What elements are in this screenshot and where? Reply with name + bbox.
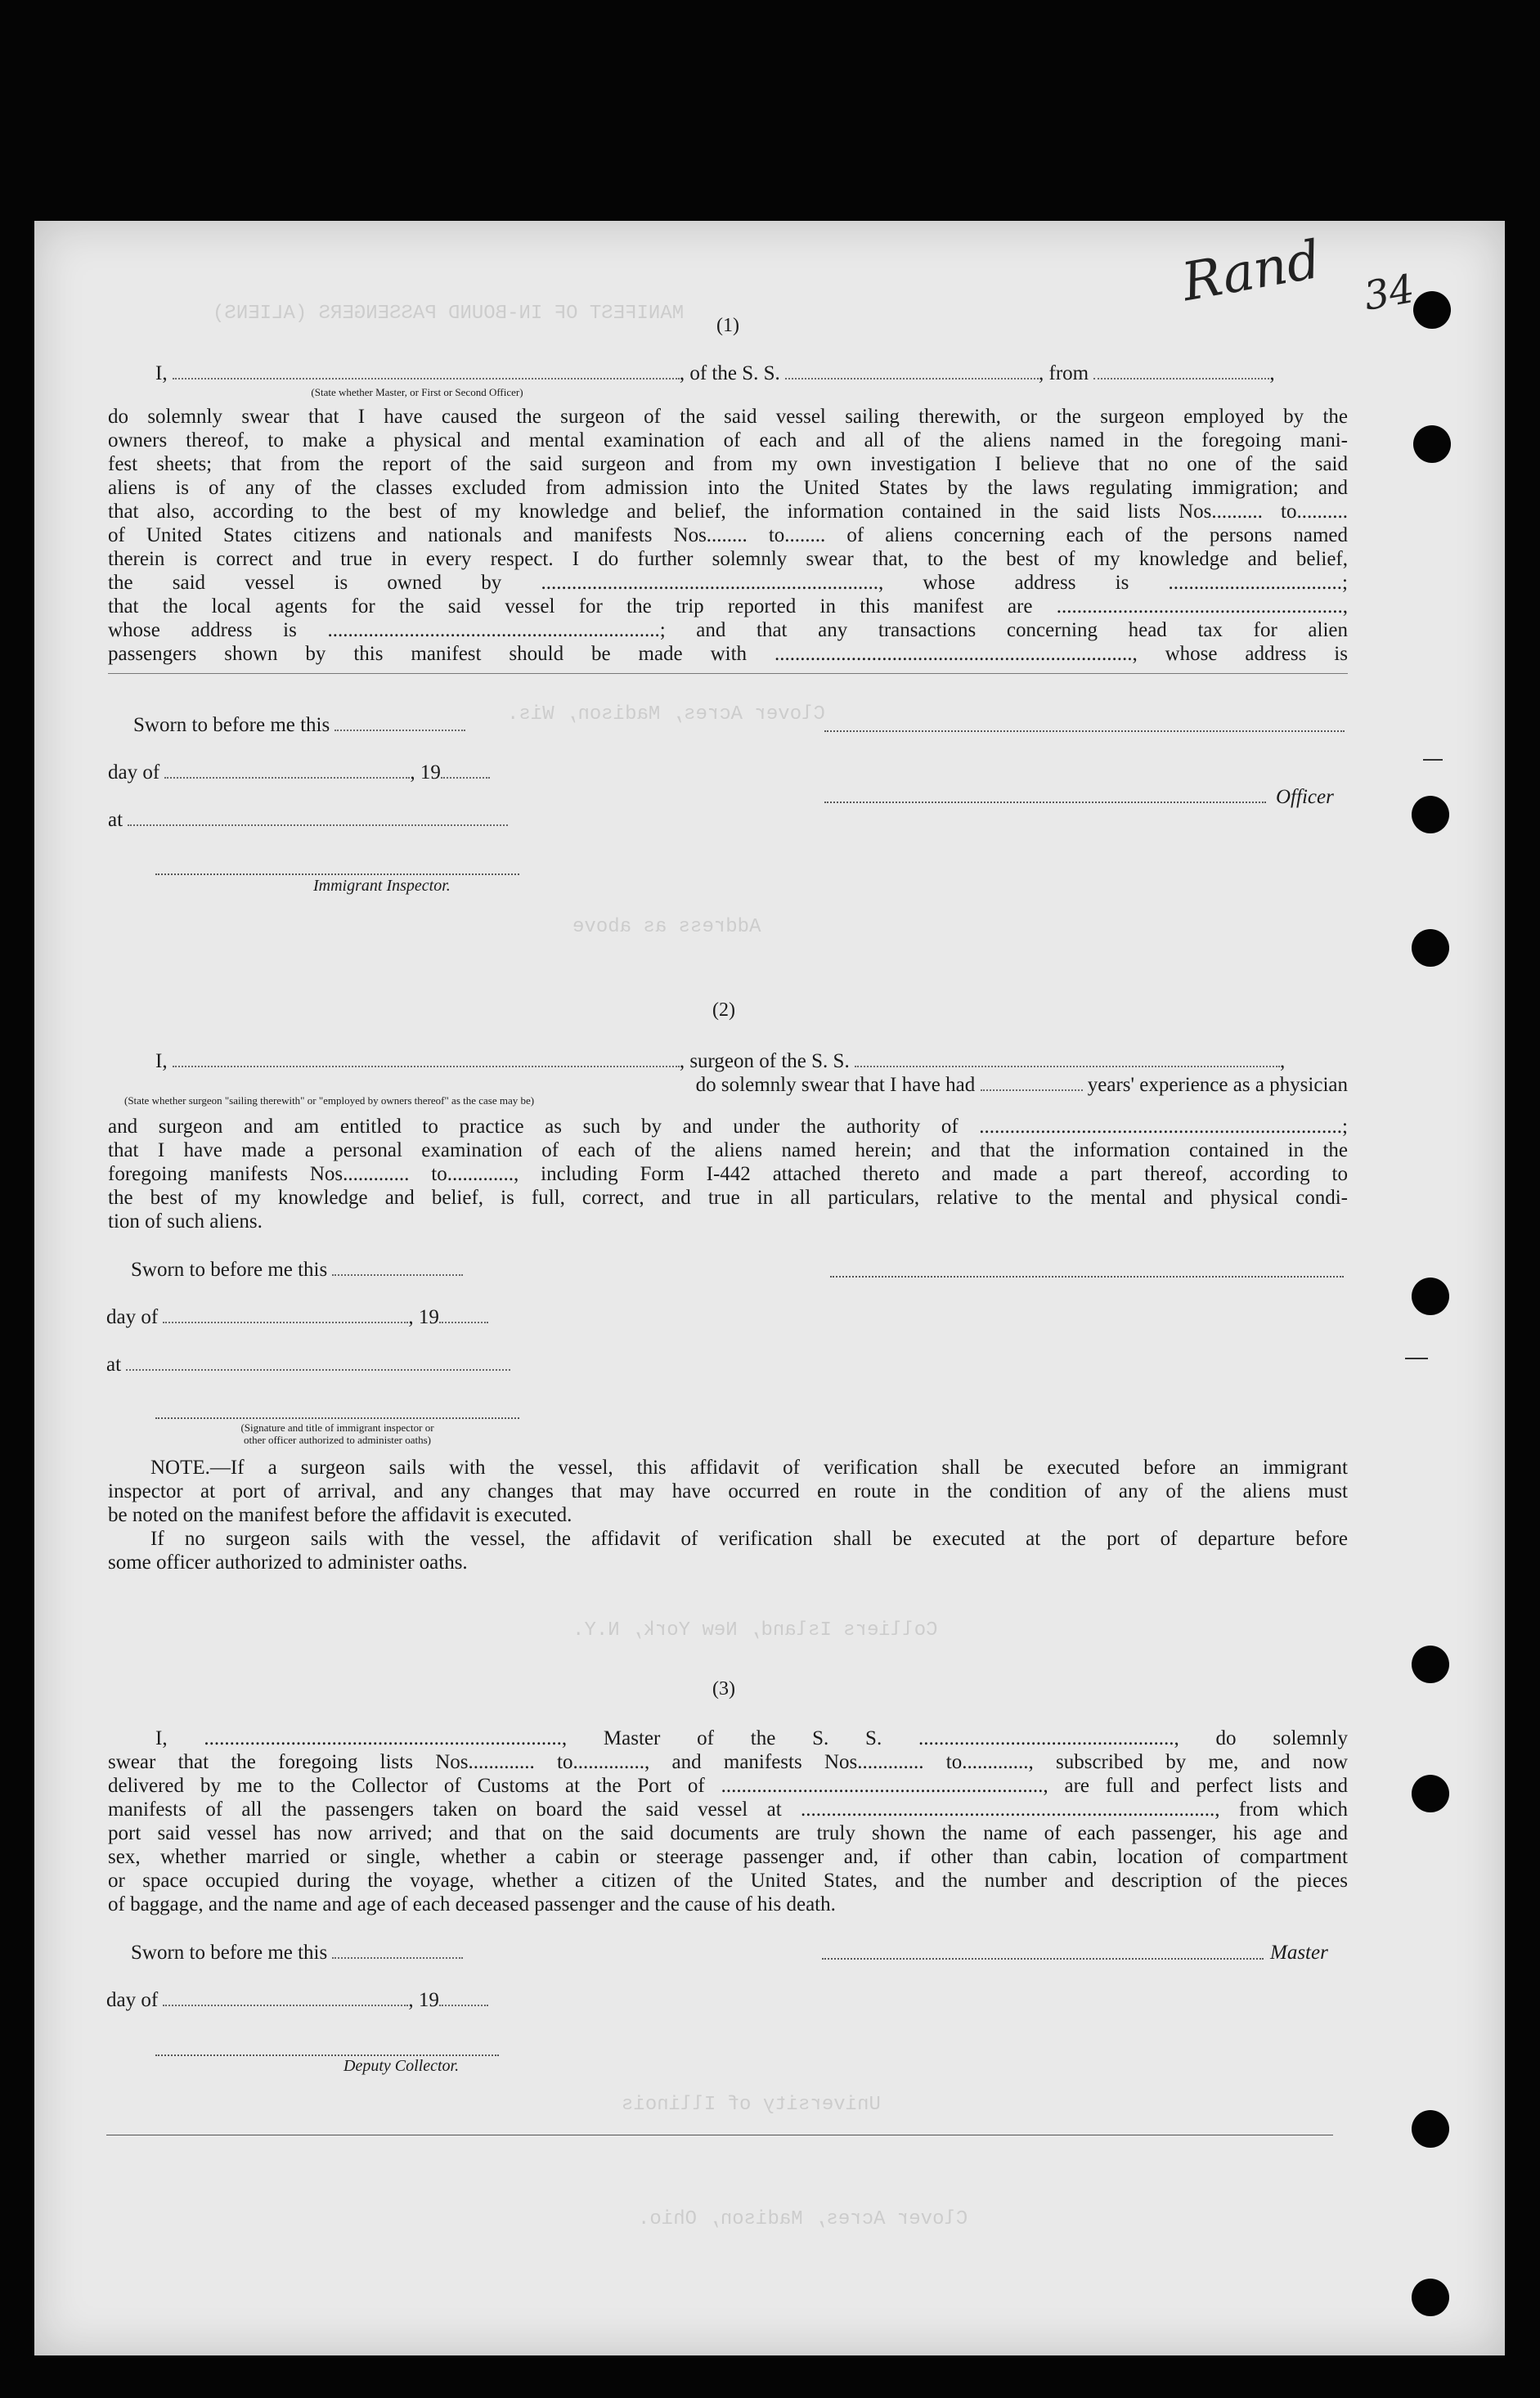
officer-signature-line (824, 730, 1345, 732)
year-blank[interactable] (439, 1307, 488, 1323)
section-2-note: (State whether surgeon "sailing therewith" or "employed by owners thereof" as the case may be) (124, 1094, 535, 1107)
section-3-para-line: delivered by me to the Collector of Customs at the Port of ..............................................................., are full and perfect lists and (108, 1775, 1348, 1797)
section-2-sworn (131, 1258, 463, 1282)
section-2-middle: do solemnly swear that I have had (695, 1074, 976, 1096)
deputy-signature-line (155, 2054, 499, 2056)
section-1-para-line: that also, according to the best of my knowledge and belief, the information contained in the said lists Nos.......... to.......... (108, 501, 1348, 523)
section-3-number: (3) (712, 1678, 735, 1700)
section-2-line-2 (108, 1073, 1348, 1097)
section-3-sworn (131, 1941, 463, 1965)
section-1-at (108, 808, 508, 832)
section-1-prefix: I, (155, 362, 168, 384)
officer-oath-signature-line (155, 1417, 519, 1419)
sworn-label: Sworn to before me this (131, 1259, 328, 1281)
surgeon-name-blank[interactable] (173, 1051, 680, 1067)
section-1-suffix: from (1048, 362, 1089, 384)
section-3-para-line: swear that the foregoing lists Nos............. to.............., and manifests Nos............. to............., subscribed by me, and now (108, 1751, 1348, 1773)
master-label: Master (1270, 1942, 1328, 1964)
section-1-para-line: the said vessel is owned by .................................................................., whose address is ..................................; (108, 572, 1348, 594)
at-label: at (108, 809, 123, 831)
bleed-through-text: University of Illinois (622, 2094, 881, 2116)
day-of-label: day of (108, 761, 160, 784)
punch-hole (1412, 2110, 1449, 2148)
at-label: at (106, 1354, 122, 1376)
surgeon-vessel-blank[interactable] (855, 1051, 1280, 1067)
sig-note-2: other officer authorized to administer oaths) (244, 1434, 431, 1446)
section-2-para-line: tion of such aliens. (108, 1210, 263, 1233)
punch-hole (1413, 425, 1451, 463)
deputy-label: Deputy Collector. (343, 2057, 460, 2075)
section-2-para-line: and surgeon and am entitled to practice as such by and under the authority of .......................................................................; (108, 1116, 1348, 1138)
day-blank[interactable] (164, 762, 410, 779)
section-1-para-line: owners thereof, to make a physical and mental examination of each and all of the aliens named in the foregoing mani- (108, 429, 1348, 451)
master-signature-line (822, 1958, 1264, 1960)
section-3-paragraph (108, 1727, 1348, 1916)
section-3-para-line: or space occupied during the voyage, whether a citizen of the United States, and the number and description of the pieces (108, 1870, 1348, 1892)
note-para-line: be noted on the manifest before the affidavit is executed. (108, 1504, 572, 1526)
section-3-para-line: sex, whether married or single, whether a cabin or steerage passenger and, if other than cabin, location of compartment (108, 1846, 1348, 1868)
punch-hole (1412, 2279, 1449, 2316)
bleed-through-text: MANIFEST OF IN-BOUND PASSENGERS (ALIENS) (213, 303, 685, 325)
day-of-label: day of (106, 1989, 159, 2011)
section-1-para-line: passengers shown by this manifest should be made with ......................................................................, whose address is (108, 643, 1348, 665)
section-1-para-line: that the local agents for the said vessel for the trip reported in this manifest are ........................................................, (108, 595, 1348, 617)
section-2-day: day of , 19 (106, 1305, 488, 1329)
sworn-label: Sworn to before me this (131, 1942, 328, 1964)
section-3-para-line: port said vessel has now arrived; and that on the said documents are truly shown the name of each passenger, his age and (108, 1822, 1348, 1844)
year-blank[interactable] (439, 1990, 488, 2006)
section-2-paragraph (108, 1115, 1348, 1233)
sworn-blank[interactable] (334, 715, 465, 731)
section-2-note-paragraph (108, 1456, 1348, 1574)
year-label: 19 (418, 1306, 439, 1328)
section-1-para-line: do solemnly swear that I have caused the surgeon of the said vessel sailing therewith, or the surgeon employed by the (108, 406, 1348, 428)
at-blank[interactable] (128, 810, 508, 826)
section-1-paragraph (108, 405, 1348, 666)
section-2-line-1: I, , surgeon of the S. S. , (155, 1050, 1286, 1072)
section-1-para-line: of United States citizens and nationals and manifests Nos........ to........ of aliens concerning each of the persons named (108, 524, 1348, 546)
bleed-through-text: Clover Acres, Madison, Wis. (507, 703, 825, 725)
section-1-sworn (133, 713, 465, 737)
section-1-line-1: I, , of the S. S. , from , (155, 362, 1275, 384)
section-3-day: day of , 19 (106, 1988, 488, 2012)
section-1-para-line: aliens is of any of the classes excluded from admission into the United States by the laws regulating immigration; and (108, 477, 1348, 499)
separator-rule (108, 673, 1348, 674)
section-2-para-line: that I have made a personal examination of each of the aliens named herein; and that the information contained in the (108, 1139, 1348, 1161)
name-blank[interactable] (173, 363, 680, 379)
note-para2-line: If no surgeon sails with the vessel, the affidavit of verification shall be executed at the port of departure before (150, 1528, 1348, 1550)
punch-hole (1412, 1775, 1449, 1812)
section-2-surgeon-label: surgeon of the S. S. (689, 1050, 850, 1072)
sworn-blank[interactable] (332, 1942, 463, 1959)
day-of-label: day of (106, 1306, 159, 1328)
bleed-through-text: Clover Acres, Madison, Ohio. (638, 2208, 968, 2230)
margin-mark (1405, 1358, 1428, 1359)
year-label: 19 (420, 761, 441, 784)
day-blank[interactable] (163, 1990, 408, 2006)
sworn-label: Sworn to before me this (133, 714, 330, 736)
section-1-number: (1) (716, 315, 739, 336)
year-label: 19 (418, 1989, 439, 2011)
section-3-para-line: I, ......................................................................, Master of the S. S. .................................................., do solemnly (155, 1727, 1348, 1749)
section-2-number: (2) (712, 999, 735, 1021)
punch-hole (1412, 1278, 1449, 1315)
margin-mark (1423, 759, 1443, 761)
note-para2-line: some officer authorized to administer oaths. (108, 1552, 468, 1574)
section-1-middle: of the S. S. (689, 362, 780, 384)
section-1-para-line: fest sheets; that from the report of the said surgeon and from my own investigation I believe that no one of the said (108, 453, 1348, 475)
section-2-suffix: years' experience as a physician (1087, 1074, 1348, 1096)
officer-signature-line-2 (824, 802, 1266, 803)
from-blank[interactable] (1093, 363, 1269, 379)
section-2-para-line: the best of my knowledge and belief, is full, correct, and true in all particulars, relative to the mental and physical condi- (108, 1187, 1348, 1209)
punch-hole (1412, 1646, 1449, 1683)
year-blank[interactable] (441, 762, 490, 779)
section-1-para-line: whose address is .................................................................; and that any transactions concerning head tax for alien (108, 619, 1348, 641)
bleed-through-text: Colliers Island, New York, N.Y. (572, 1619, 938, 1641)
officer-label: Officer (1276, 786, 1334, 808)
day-blank[interactable] (163, 1307, 408, 1323)
note-para-line: inspector at port of arrival, and any changes that may have occurred en route in the condition of any of the aliens must (108, 1480, 1348, 1502)
handwritten-note: Rand (1177, 229, 1326, 314)
section-3-para-line: manifests of all the passengers taken on board the said vessel at ................................................................................., from which (108, 1798, 1348, 1821)
section-2-prefix: I, (155, 1050, 168, 1072)
inspector-label: Immigrant Inspector. (313, 877, 451, 895)
inspector-signature-line (155, 873, 519, 875)
section-1-day: day of , 19 (108, 761, 490, 784)
section-1-para-line: therein is correct and true in every respect. I do further solemnly swear that, to the best of my knowledge and belief, (108, 548, 1348, 570)
surgeon-signature-line (830, 1276, 1344, 1278)
section-3-para-line: of baggage, and the name and age of each deceased passenger and the cause of his death. (108, 1893, 836, 1915)
page-mark: 34 (1360, 266, 1418, 320)
punch-hole (1412, 796, 1449, 833)
years-blank[interactable] (981, 1075, 1083, 1091)
sig-note-1: (Signature and title of immigrant inspector or (240, 1421, 434, 1434)
vessel-blank[interactable] (785, 363, 1039, 379)
section-1-note: (State whether Master, or First or Second Officer) (311, 386, 523, 398)
section-2-at (106, 1353, 510, 1376)
sworn-blank[interactable] (332, 1260, 463, 1276)
punch-hole (1413, 291, 1451, 329)
punch-hole (1412, 929, 1449, 967)
section-2-para-line: foregoing manifests Nos............. to............., including Form I-442 attached thereto and made a part thereof, according to (108, 1163, 1348, 1185)
note-para-line: NOTE.—If a surgeon sails with the vessel, this affidavit of verification shall be executed before an immigrant (150, 1457, 1348, 1479)
at-blank[interactable] (126, 1354, 510, 1371)
bleed-through-text: Address as above (572, 916, 761, 938)
